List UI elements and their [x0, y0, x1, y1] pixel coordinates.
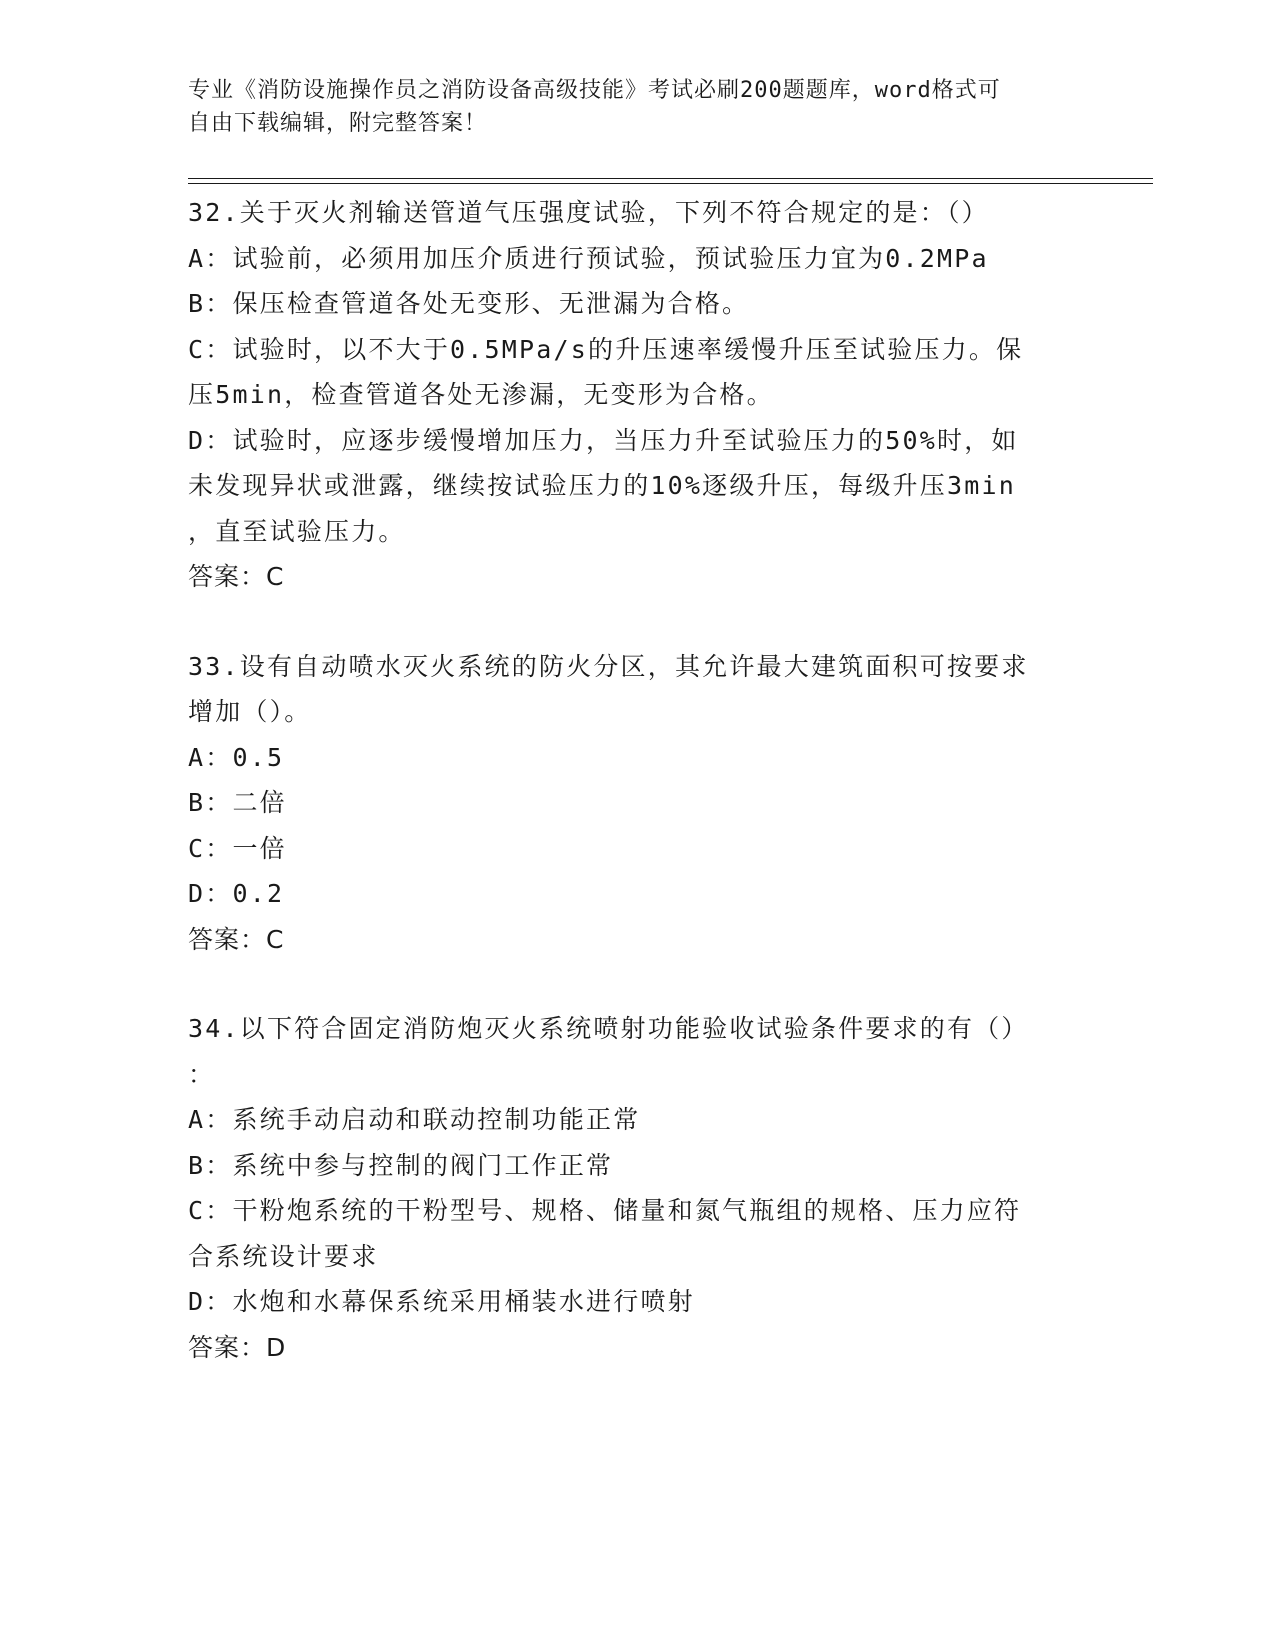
question-33-option-c: C：一倍 — [188, 833, 287, 863]
question-33 — [188, 644, 1078, 963]
document-header — [188, 74, 1068, 140]
question-32-option-d-line-3: ，直至试验压力。 — [188, 516, 406, 546]
question-34-answer: 答案：D — [188, 1332, 287, 1362]
question-32-option-c-line-2: 压5min，检查管道各处无渗漏，无变形为合格。 — [188, 380, 774, 409]
question-34-option-b: B：系统中参与控制的阀门工作正常 — [188, 1150, 614, 1180]
question-32-option-b: B：保压检查管道各处无变形、无泄漏为合格。 — [188, 289, 750, 318]
question-32-stem: 32.关于灭火剂输送管道气压强度试验，下列不符合规定的是：（） — [188, 198, 989, 227]
question-32-option-d-line-1: D：试验时，应逐步缓慢增加压力，当压力升至试验压力的50%时，如 — [188, 425, 1019, 455]
header-divider-bottom — [188, 183, 1153, 184]
question-34-stem-line-1: 34.以下符合固定消防炮灭火系统喷射功能验收试验条件要求的有（） — [188, 1014, 1029, 1043]
question-34-option-a: A：系统手动启动和联动控制功能正常 — [188, 1105, 641, 1134]
question-34-stem-line-2: ： — [188, 1059, 216, 1089]
header-line-1: 专业《消防设施操作员之消防设备高级技能》考试必刷200题题库，word格式可 — [188, 78, 1001, 103]
question-list — [188, 190, 1078, 1414]
question-32-option-c-line-1: C：试验时，以不大于0.5MPa/s的升压速率缓慢升压至试验压力。保 — [188, 334, 1024, 364]
header-line-2: 自由下载编辑，附完整答案！ — [188, 111, 488, 136]
question-33-stem-line-2: 增加（）。 — [188, 697, 312, 726]
question-33-answer: 答案：C — [188, 924, 285, 954]
question-33-option-d: D：0.2 — [188, 879, 285, 908]
question-33-option-a: A：0.5 — [188, 742, 285, 772]
question-33-option-b: B：二倍 — [188, 788, 287, 817]
question-34-option-c-line-1: C：干粉炮系统的干粉型号、规格、储量和氮气瓶组的规格、压力应符 — [188, 1196, 1022, 1225]
header-divider-top — [188, 178, 1153, 179]
question-32-option-a: A：试验前，必须用加压介质进行预试验，预试验压力宜为0.2MPa — [188, 243, 989, 273]
question-32-answer: 答案：C — [188, 562, 285, 591]
question-32-option-d-line-2: 未发现异状或泄露，继续按试验压力的10%逐级升压，每级升压3min — [188, 471, 1016, 500]
question-34-option-d: D：水炮和水幕保系统采用桶装水进行喷射 — [188, 1287, 695, 1316]
question-34-option-c-line-2: 合系统设计要求 — [188, 1241, 379, 1271]
question-32 — [188, 190, 1078, 600]
question-34 — [188, 1006, 1078, 1370]
question-33-stem-line-1: 33.设有自动喷水灭火系统的防火分区，其允许最大建筑面积可按要求 — [188, 651, 1029, 681]
